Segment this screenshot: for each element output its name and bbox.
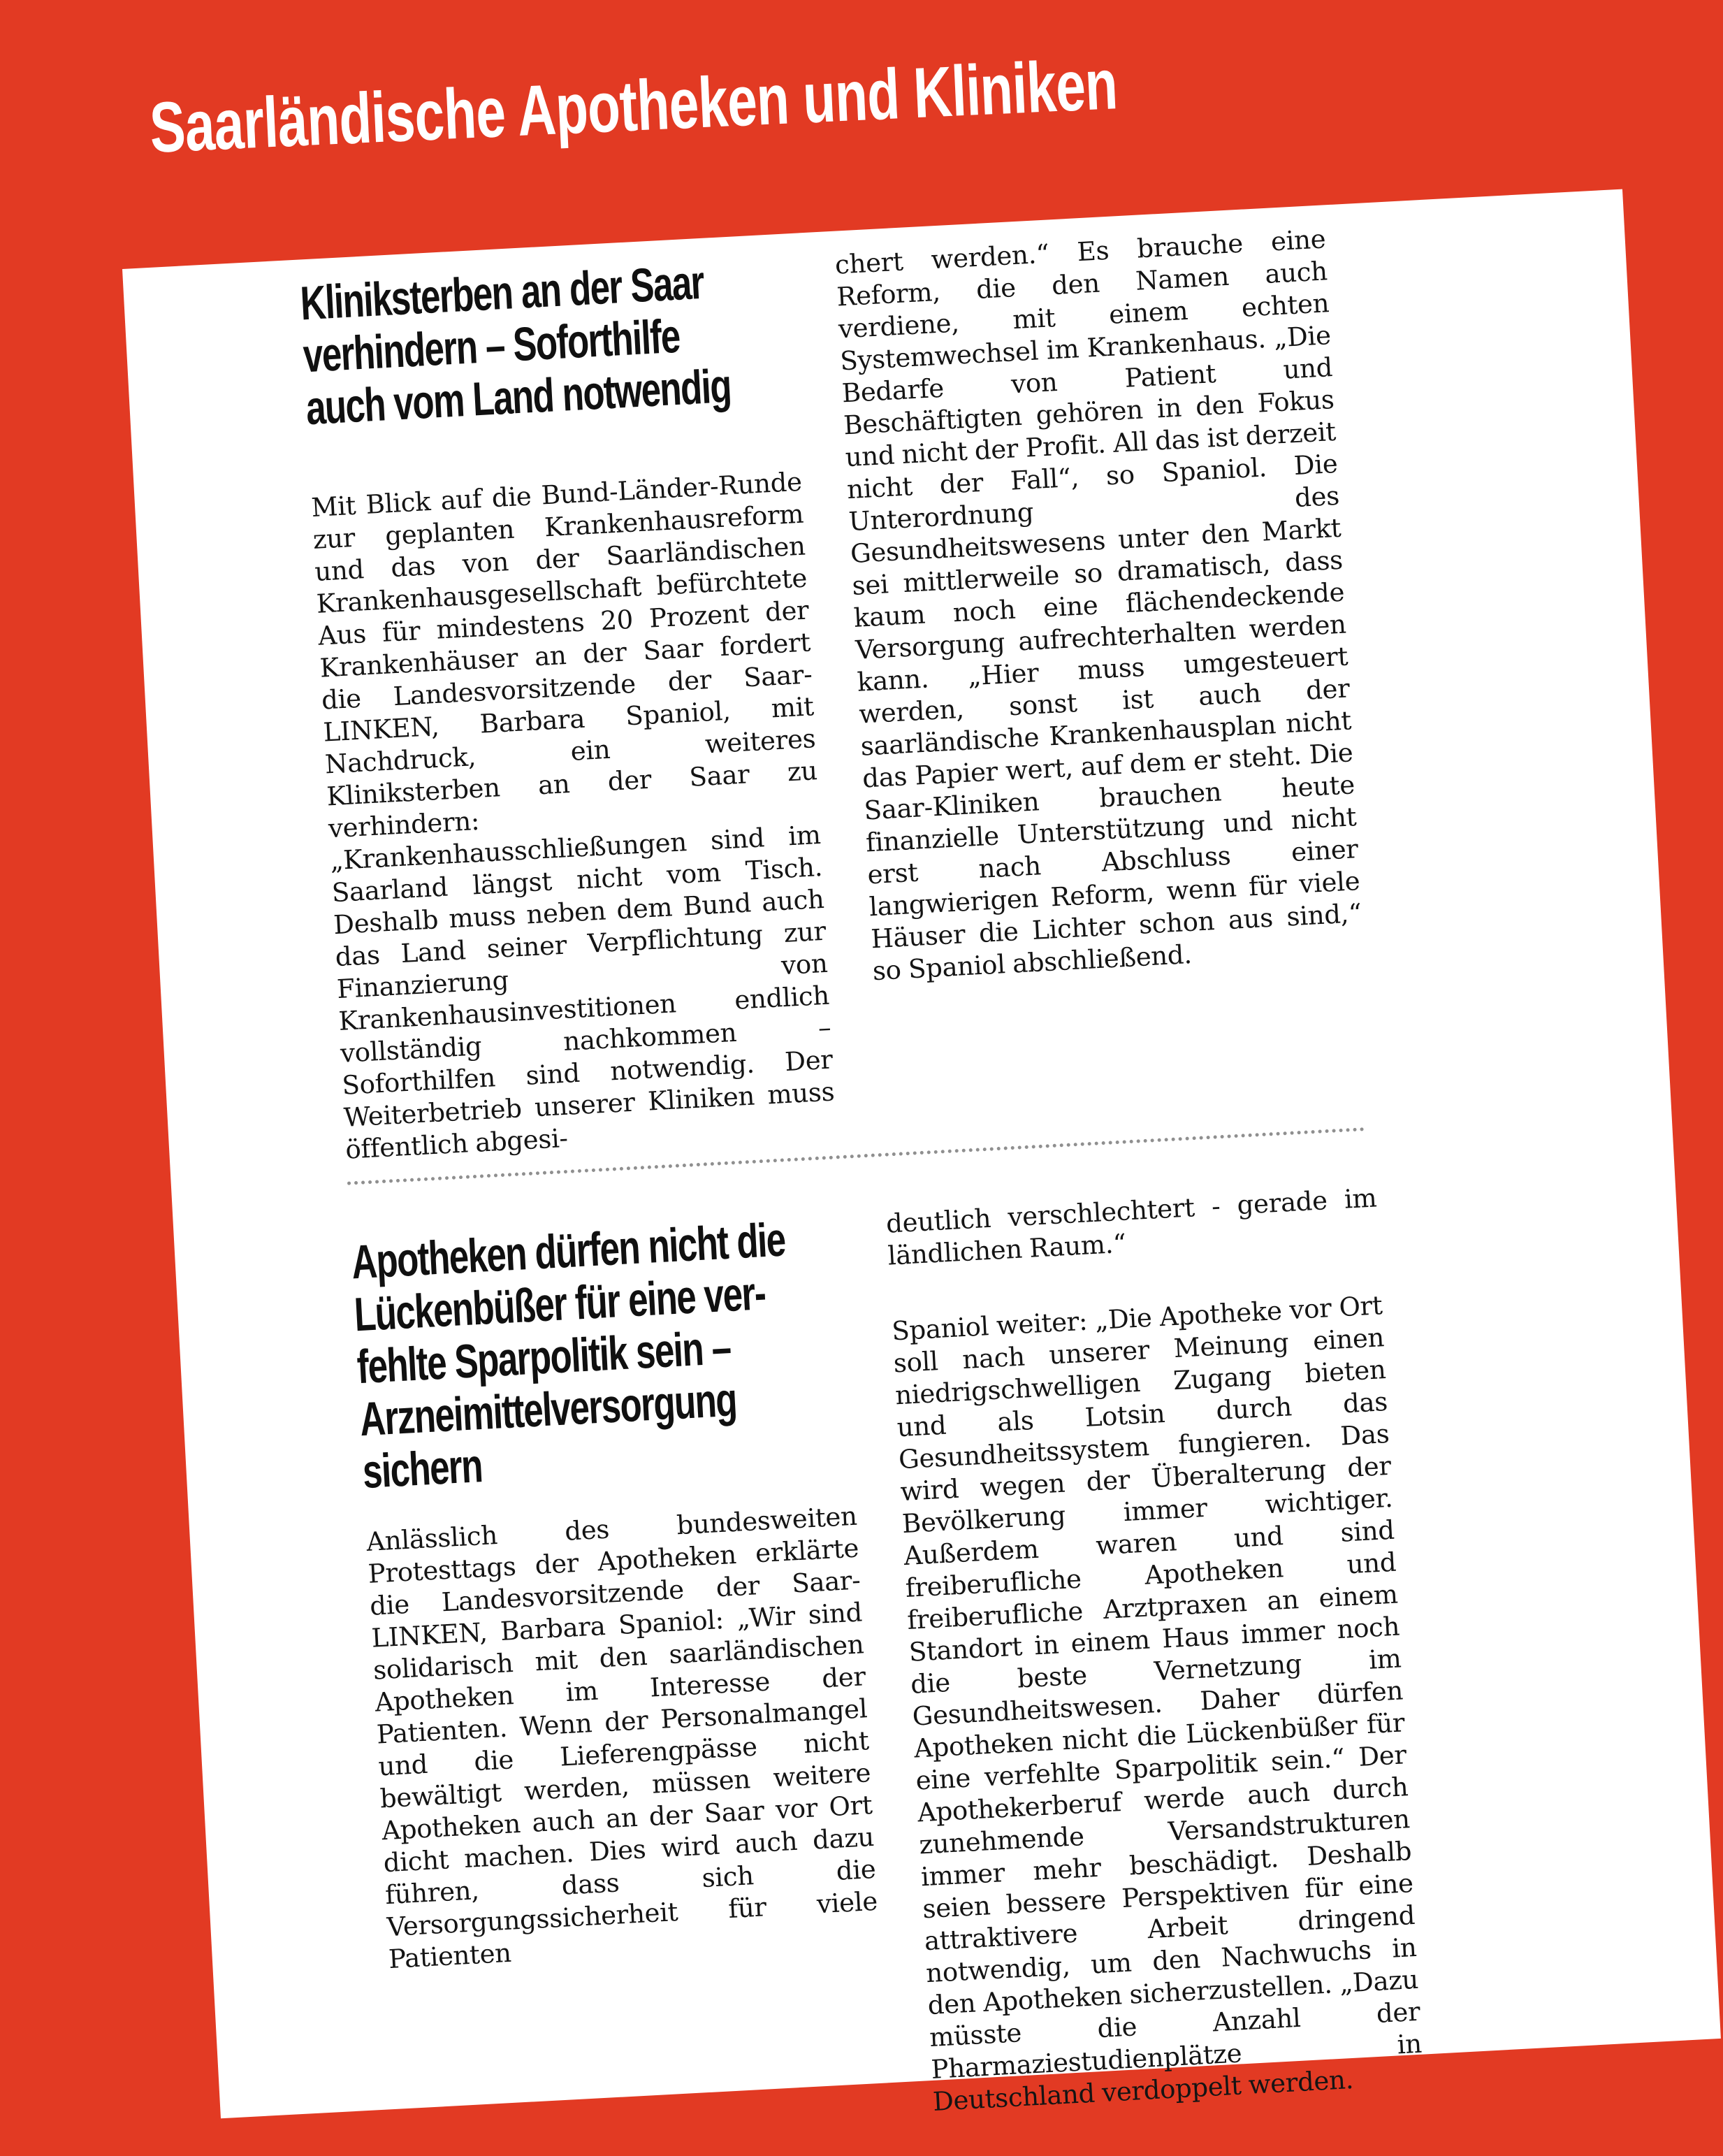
apotheken-paragraph-right-2: Spaniol weiter: „Die Apotheke vor Ort soll nach unserer Meinung einen niedrigschwelligen Zugang bieten und als Lotsin durch das Gesundheitssystem fungieren. Das wird wegen der Überalterung der Bevölkerung immer wichtiger. Außerdem waren und sind freiberufliche Apotheken und freiberufliche Arztpraxen an einem Standort in einem Haus immer noch die beste Vernetzung im Gesundheitswesen. Daher dürfen Apotheken nicht die Lückenbüßer für eine verfehlte Sparpolitik sein.“ Der Apothekerberuf werde auch durch zunehmende Versandstrukturen immer mehr beschädigt. Deshalb seien bessere Perspektiven für eine attraktivere Arbeit dringend notwendig, um den Nachwuchs in den Apotheken sicherzustellen. „Dazu müsste die Anzahl der Pharmaziestudienplätze in Deutschland verdoppelt werden. bbox=[891, 1290, 1423, 2117]
kliniken-paragraph-left: Mit Blick auf die Bund-Länder-Runde zur geplanten Krankenhausreform und das von der Saarländischen Krankenhausgesellschaft befürchtete Aus für mindestens 20 Prozent der Krankenhäuser an der Saar fordert die Landesvorsitzende der Saar-LINKEN, Barbara Spaniol, mit Nachdruck, ein weiteres Kliniksterben an der Saar zu verhindern: „Krankenhausschließungen sind im Saarland längst nicht vom Tisch. Deshalb muss neben dem Bund auch das Land seiner Verpflichtung zur Finanzierung von Krankenhausinvestitionen endlich vollständig nachkommen – Soforthilfen sind notwendig. Der Weiterbetrieb unserer Kliniken muss öffentlich abgesi- bbox=[310, 466, 836, 1165]
article-section-kliniken bbox=[299, 223, 1372, 1166]
apotheken-paragraph-right-1: deutlich verschlechtert - gerade im ländlichen Raum.“ bbox=[885, 1182, 1378, 1271]
kliniken-column-right bbox=[834, 223, 1372, 1138]
apotheken-column-right bbox=[885, 1182, 1424, 2118]
apotheken-column-left bbox=[350, 1210, 889, 2147]
article-panel bbox=[122, 189, 1721, 2119]
apotheken-headline: Apotheken dürfen nicht die Lückenbüßer für eine ver- fehlte Sparpolitik sein – Arzneimittelversorgung sichern bbox=[350, 1213, 787, 1499]
page-title bbox=[148, 30, 1492, 166]
apotheken-paragraph-left: Anlässlich des bundesweiten Protesttags der Apotheken erklärte die Landesvorsitzende der Saar-LINKEN, Barbara Spaniol: „Wir sind solidarisch mit den saarländischen Apotheken im Interesse der Patienten. Wenn der Personalmangel und die Lieferengpässe nicht bewältigt werden, müssen weitere Apotheken auch an der Saar vor Ort dicht machen. Dies wird auch dazu führen, dass sich die Versorgungssicherheit für viele Patienten bbox=[365, 1500, 878, 1975]
article-section-apotheken bbox=[350, 1182, 1424, 2146]
kliniken-paragraph-right: chert werden.“ Es brauche eine Reform, die den Namen auch verdiene, mit einem echten Systemwechsel im Krankenhaus. „Die Bedarfe von Patient und Beschäftigten gehören in den Fokus und nicht der Profit. All das ist derzeit nicht der Fall“, so Spaniol. Die Unterordnung des Gesundheitswesens unter den Markt sei mittlerweile so dramatisch, dass kaum noch eine flächendeckende Versorgung aufrechterhalten werden kann. „Hier muss umgesteuert werden, sonst ist auch der saarländische Krankenhausplan nicht das Papier wert, auf dem er steht. Die Saar-Kliniken brauchen heute finanzielle Unterstützung und nicht erst nach Abschluss einer langwierigen Reform, wenn für viele Häuser die Lichter schon aus sind,“ so Spaniol abschließend. bbox=[834, 224, 1362, 987]
kliniken-headline: Kliniksterben an der Saar verhindern – Soforthilfe auch vom Land notwendig bbox=[298, 255, 732, 435]
kliniken-column-left bbox=[299, 252, 837, 1166]
panel-content bbox=[122, 205, 1424, 2156]
page-title-text: Saarländische Apotheken und Kliniken bbox=[147, 44, 1119, 168]
